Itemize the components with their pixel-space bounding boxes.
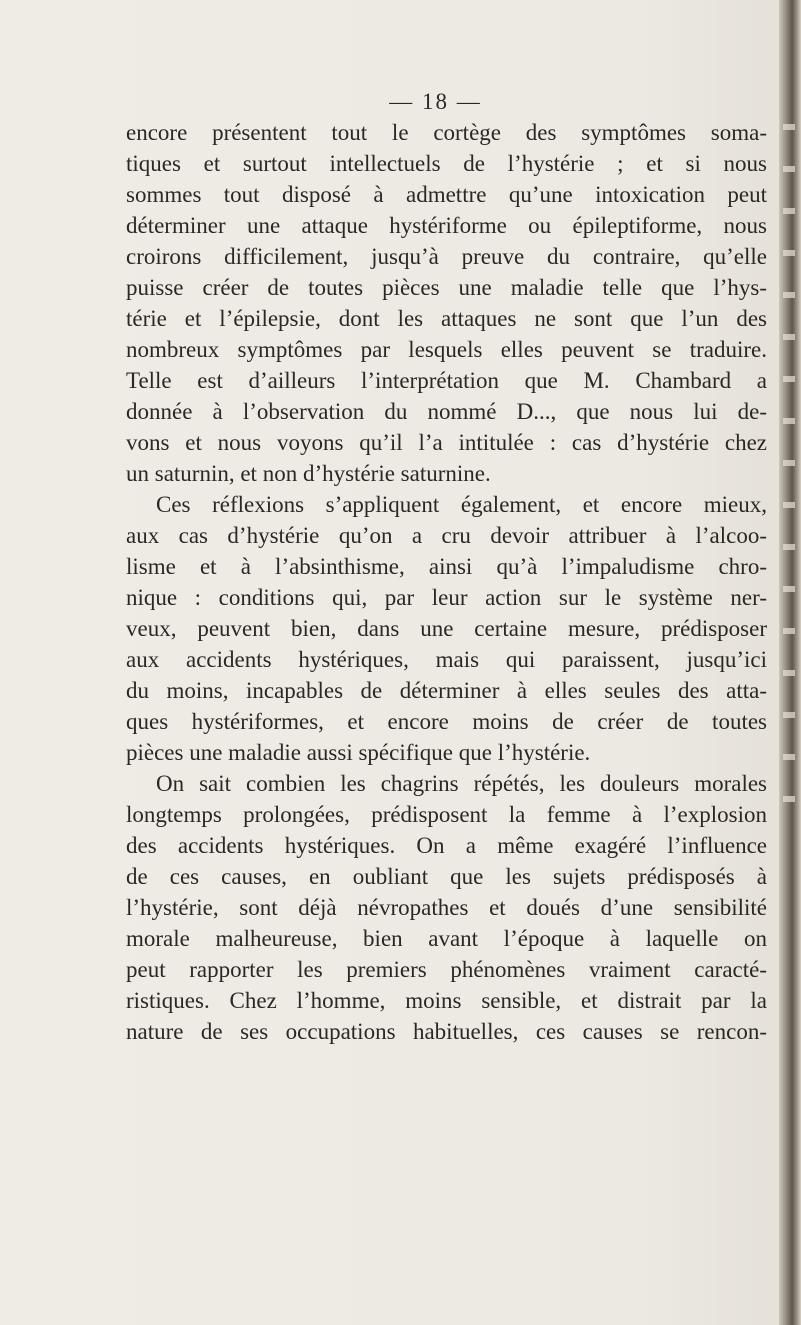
text-line: un saturnin, et non d’hystérie saturnine. <box>126 461 491 486</box>
text-line: nique : conditions qui, par leur action sur le système ner- <box>126 585 767 610</box>
text-line: de ces causes, en oubliant que les sujets prédisposés à <box>126 864 767 889</box>
text-line: aux cas d’hystérie qu’on a cru devoir attribuer à l’alcoo- <box>126 523 767 548</box>
text-line: térie et l’épilepsie, dont les attaques ne sont que l’un des <box>126 306 767 331</box>
text-line: puisse créer de toutes pièces une maladie telle que l’hys- <box>126 275 767 300</box>
text-line: Telle est d’ailleurs l’interprétation que M. Chambard a <box>126 368 767 393</box>
text-line: morale malheureuse, bien avant l’époque à laquelle on <box>126 926 767 951</box>
next-page-edge <box>783 100 795 820</box>
text-line: Ces réflexions s’appliquent également, et encore mieux, <box>156 492 767 517</box>
text-line: veux, peuvent bien, dans une certaine mesure, prédisposer <box>126 616 767 641</box>
text-line: donnée à l’observation du nommé D..., que nous lui de- <box>126 399 767 424</box>
text-line: nombreux symptômes par lesquels elles peuvent se traduire. <box>126 337 767 362</box>
text-line: croirons difficilement, jusqu’à preuve du contraire, qu’elle <box>126 244 767 269</box>
page-number-header: — 18 — <box>389 89 482 114</box>
text-line: l’hystérie, sont déjà névropathes et doués d’une sensibilité <box>126 895 767 920</box>
text-line: des accidents hystériques. On a même exagéré l’influence <box>126 833 767 858</box>
text-line: sommes tout disposé à admettre qu’une intoxication peut <box>126 182 767 207</box>
text-line: pièces une maladie aussi spécifique que l’hystérie. <box>126 740 591 765</box>
text-line: du moins, incapables de déterminer à elles seules des atta- <box>126 678 767 703</box>
text-line: ques hystériformes, et encore moins de créer de toutes <box>126 709 767 734</box>
text-line: lisme et à l’absinthisme, ainsi qu’à l’impaludisme chro- <box>126 554 767 579</box>
text-line: nature de ses occupations habituelles, ces causes se rencon- <box>126 1019 767 1044</box>
text-line: aux accidents hystériques, mais qui paraissent, jusqu’ici <box>126 647 767 672</box>
body-text <box>126 117 767 1047</box>
text-line: longtemps prolongées, prédisposent la femme à l’explosion <box>126 802 767 827</box>
text-line: déterminer une attaque hystériforme ou épileptiforme, nous <box>126 213 767 238</box>
text-line: peut rapporter les premiers phénomènes vraiment caracté- <box>126 957 767 982</box>
text-line: encore présentent tout le cortège des symptômes soma- <box>126 120 767 145</box>
page-edge-shadow <box>779 0 801 1325</box>
text-line: ristiques. Chez l’homme, moins sensible, et distrait par la <box>126 988 767 1013</box>
text-line: vons et nous voyons qu’il l’a intitulée : cas d’hystérie chez <box>126 430 767 455</box>
text-line: On sait combien les chagrins répétés, les douleurs morales <box>156 771 767 796</box>
text-line: tiques et surtout intellectuels de l’hystérie ; et si nous <box>126 151 767 176</box>
